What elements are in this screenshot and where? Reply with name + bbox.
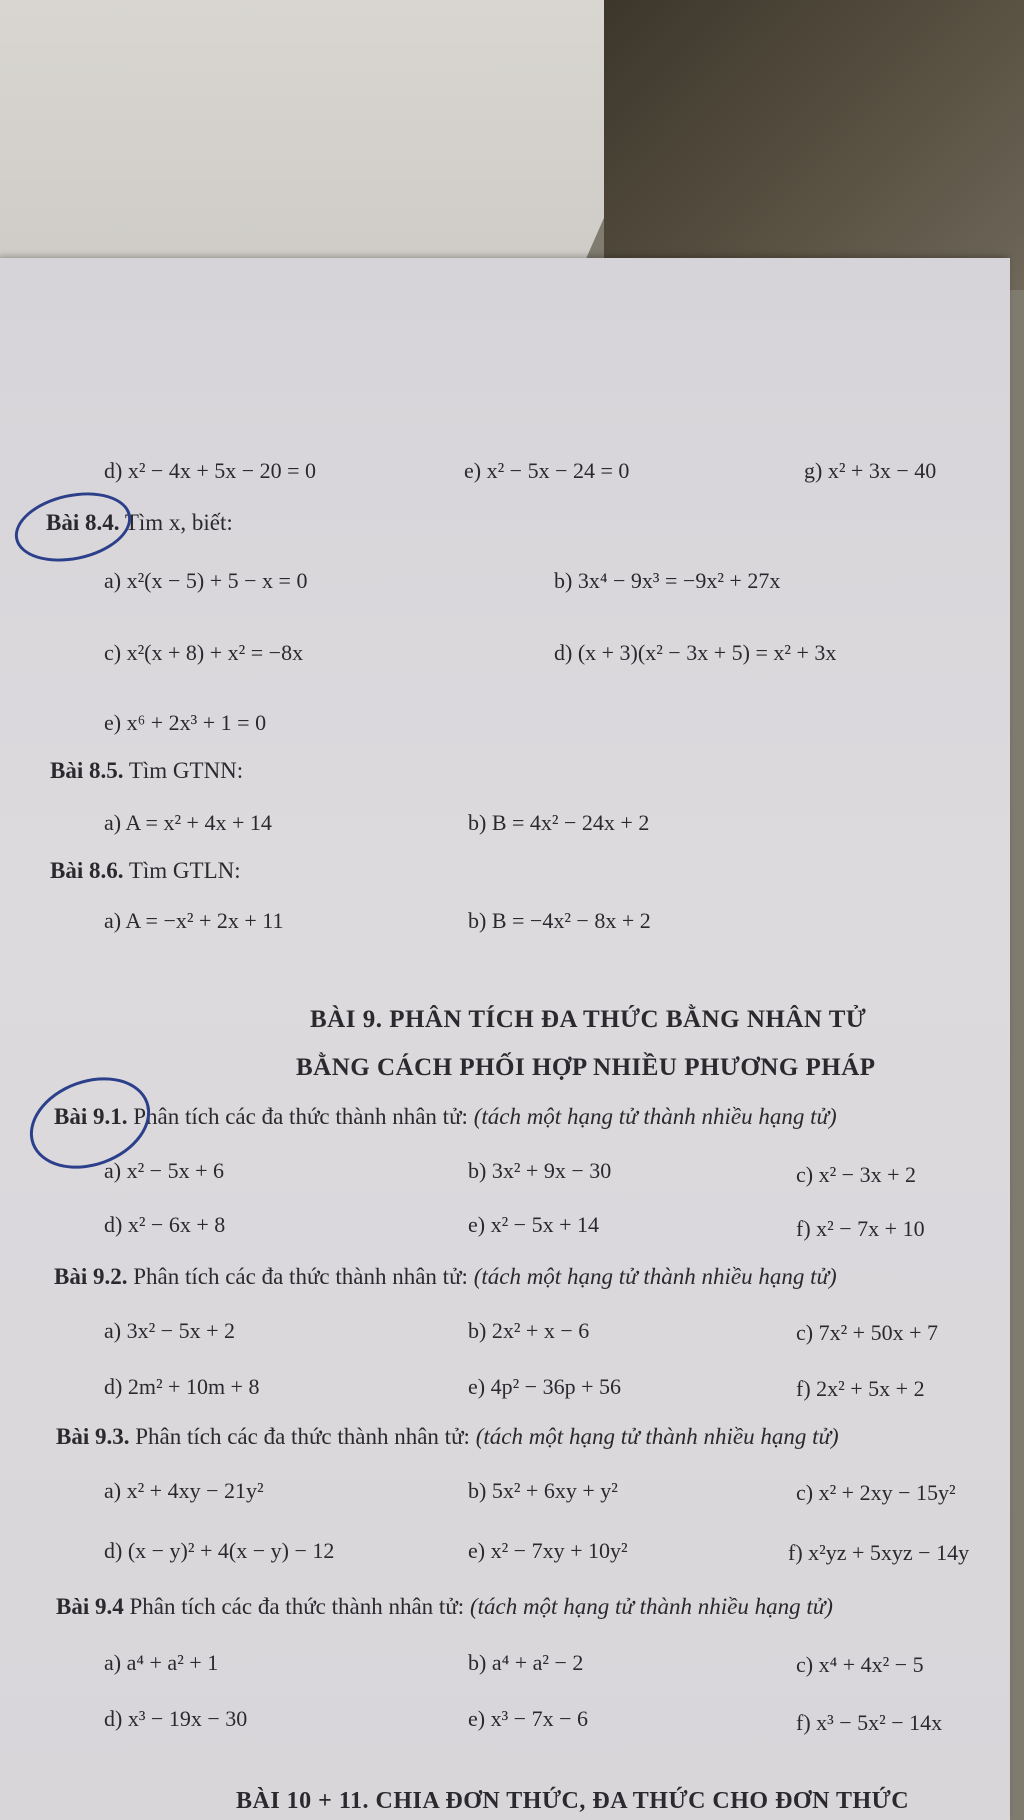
chapter-9-title-line2: BẰNG CÁCH PHỐI HỢP NHIỀU PHƯƠNG PHÁP — [296, 1054, 876, 1081]
exercise-9-3-e: e) x² − 7xy + 10y² — [468, 1538, 628, 1563]
background-paper-sheet — [0, 0, 700, 270]
exercise-9-3-a: a) x² + 4xy − 21y² — [104, 1478, 264, 1503]
exercise-9-4-f: f) x³ − 5x² − 14x — [796, 1710, 943, 1735]
exercise-8-5-heading — [50, 758, 243, 784]
exercise-8-4-d: d) (x + 3)(x² − 3x + 5) = x² + 3x — [554, 640, 837, 665]
exercise-9-1-e: e) x² − 5x + 14 — [468, 1212, 600, 1237]
exercise-8-6-heading — [50, 858, 241, 884]
exercise-9-3-d: d) (x − y)² + 4(x − y) − 12 — [104, 1538, 335, 1563]
exercise-9-4-e: e) x³ − 7x − 6 — [468, 1706, 589, 1731]
exercise-9-4-d: d) x³ − 19x − 30 — [104, 1706, 248, 1731]
exercise-9-1-d: d) x² − 6x + 8 — [104, 1212, 226, 1237]
handwritten-circle-mark — [8, 482, 137, 571]
exercise-9-3-note: (tách một hạng tử thành nhiều hạng tử) — [475, 1424, 839, 1449]
exercise-9-1-c: c) x² − 3x + 2 — [796, 1162, 917, 1187]
exercise-9-1-text: Phân tích các đa thức thành nhân tử: — [133, 1104, 468, 1129]
exercise-9-1-title: Bài 9.1. — [54, 1104, 128, 1129]
exercise-9-1-heading — [54, 1104, 837, 1130]
exercise-9-2-e: e) 4p² − 36p + 56 — [468, 1374, 622, 1399]
equation-e: e) x² − 5x − 24 = 0 — [464, 458, 630, 483]
exercise-9-3-f: f) x²yz + 5xyz − 14y — [788, 1540, 970, 1565]
exercise-9-2-text: Phân tích các đa thức thành nhân tử: — [133, 1264, 468, 1289]
exercise-8-6-a: a) A = −x² + 2x + 11 — [104, 908, 284, 933]
exercise-9-2-c: c) 7x² + 50x + 7 — [796, 1320, 939, 1345]
exercise-8-5-title: Bài 8.5. — [50, 758, 124, 783]
exercise-9-3-heading — [56, 1424, 839, 1450]
exercise-9-4-title: Bài 9.4 — [56, 1594, 124, 1619]
exercise-9-1-f: f) x² − 7x + 10 — [796, 1216, 925, 1241]
exercise-9-4-a: a) a⁴ + a² + 1 — [104, 1650, 219, 1675]
exercise-9-2-a: a) 3x² − 5x + 2 — [104, 1318, 236, 1343]
chapter-9-title-line1: BÀI 9. PHÂN TÍCH ĐA THỨC BẰNG NHÂN TỬ — [310, 1006, 867, 1033]
exercise-9-2-b: b) 2x² + x − 6 — [468, 1318, 590, 1343]
exercise-9-4-c: c) x⁴ + 4x² − 5 — [796, 1652, 924, 1677]
exercise-9-3-title: Bài 9.3. — [56, 1424, 130, 1449]
exercise-9-4-note: (tách một hạng tử thành nhiều hạng tử) — [469, 1594, 833, 1619]
exercise-9-2-heading — [54, 1264, 837, 1290]
equation-d: d) x² − 4x + 5x − 20 = 0 — [104, 458, 317, 483]
exercise-8-5-b: b) B = 4x² − 24x + 2 — [468, 810, 650, 835]
exercise-8-4-b: b) 3x⁴ − 9x³ = −9x² + 27x — [554, 568, 781, 593]
exercise-9-3-text: Phân tích các đa thức thành nhân tử: — [135, 1424, 470, 1449]
exercise-8-4-c: c) x²(x + 8) + x² = −8x — [104, 640, 304, 665]
equation-g: g) x² + 3x − 40 — [804, 458, 937, 483]
exercise-9-1-b: b) 3x² + 9x − 30 — [468, 1158, 612, 1183]
exercise-9-2-d: d) 2m² + 10m + 8 — [104, 1374, 260, 1399]
exercise-9-2-title: Bài 9.2. — [54, 1264, 128, 1289]
exercise-8-4-e: e) x⁶ + 2x³ + 1 = 0 — [104, 710, 267, 735]
exercise-8-4-title: Bài 8.4. — [46, 510, 120, 535]
exercise-9-4-text: Phân tích các đa thức thành nhân tử: — [129, 1594, 465, 1619]
worksheet-page — [0, 258, 1010, 1820]
background-table-surface — [604, 0, 1024, 290]
chapter-10-11-title: BÀI 10 + 11. CHIA ĐƠN THỨC, ĐA THỨC CHO ĐƠN THỨC — [236, 1788, 910, 1814]
exercise-9-4-heading — [56, 1594, 833, 1620]
exercise-9-1-note: (tách một hạng tử thành nhiều hạng tử) — [473, 1104, 837, 1129]
exercise-8-4-a: a) x²(x − 5) + 5 − x = 0 — [104, 568, 308, 593]
exercise-9-2-f: f) 2x² + 5x + 2 — [796, 1376, 925, 1401]
exercise-8-6-text: Tìm GTLN: — [128, 858, 241, 883]
exercise-9-4-b: b) a⁴ + a² − 2 — [468, 1650, 584, 1675]
exercise-9-1-a: a) x² − 5x + 6 — [104, 1158, 225, 1183]
exercise-8-4-text: Tìm x, biết: — [124, 510, 233, 535]
exercise-8-6-title: Bài 8.6. — [50, 858, 124, 883]
exercise-8-5-a: a) A = x² + 4x + 14 — [104, 810, 272, 835]
exercise-8-6-b: b) B = −4x² − 8x + 2 — [468, 908, 651, 933]
exercise-9-3-c: c) x² + 2xy − 15y² — [796, 1480, 956, 1505]
exercise-9-2-note: (tách một hạng tử thành nhiều hạng tử) — [473, 1264, 837, 1289]
exercise-8-5-text: Tìm GTNN: — [128, 758, 244, 783]
exercise-9-3-b: b) 5x² + 6xy + y² — [468, 1478, 618, 1503]
